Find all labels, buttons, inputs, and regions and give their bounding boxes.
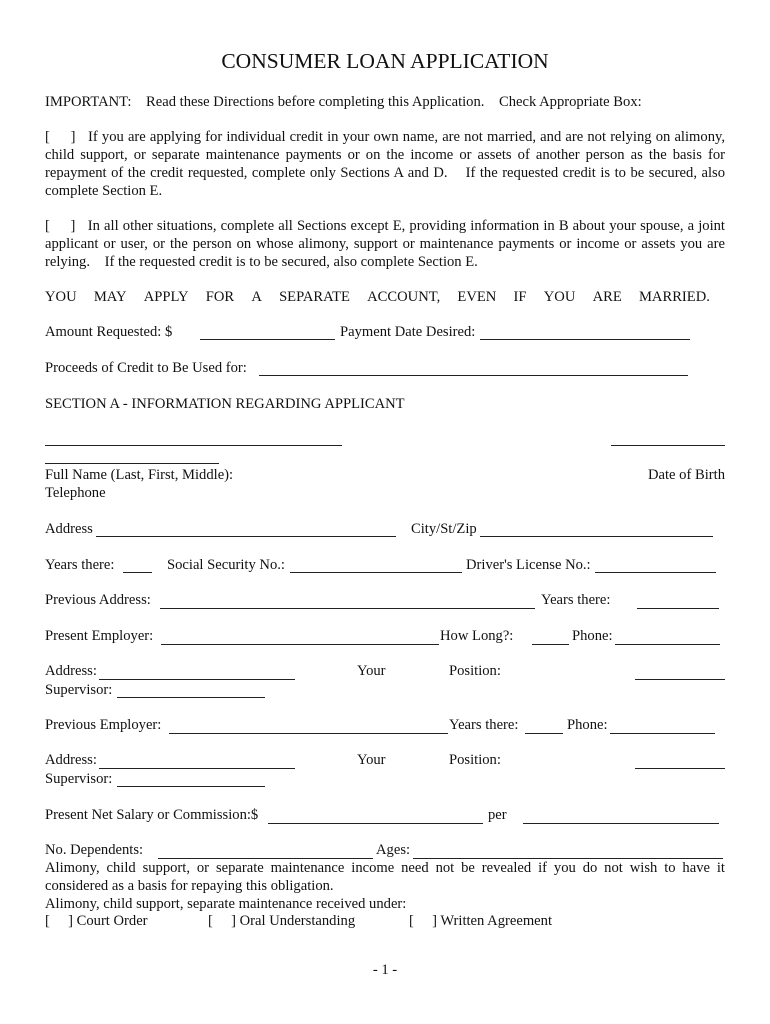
previous-phone-field[interactable] bbox=[610, 732, 715, 734]
payment-date-label: Payment Date Desired: bbox=[340, 324, 476, 340]
previous-phone-label: Phone: bbox=[567, 717, 608, 733]
ages-label: Ages: bbox=[376, 842, 411, 858]
alimony-received-label: Alimony, child support, separate maintenance received under: bbox=[45, 896, 407, 912]
previous-employer-label: Previous Employer: bbox=[45, 717, 162, 733]
previous-address-field[interactable] bbox=[160, 607, 535, 609]
date-of-birth-label: Date of Birth bbox=[647, 467, 725, 483]
previous-employer-years-field[interactable] bbox=[525, 732, 563, 734]
court-order-checkbox[interactable]: [ ] Court Order bbox=[45, 913, 148, 929]
notice-word: FOR bbox=[205, 289, 235, 305]
drivers-license-field[interactable] bbox=[595, 571, 716, 573]
years-there-field[interactable] bbox=[123, 571, 152, 573]
important-directions: IMPORTANT: Read these Directions before completing this Application. Check Appropriate Box: bbox=[45, 94, 642, 110]
notice-word: MAY bbox=[93, 289, 127, 305]
full-name-label: Full Name (Last, First, Middle): bbox=[45, 467, 234, 483]
telephone-field[interactable] bbox=[45, 462, 219, 464]
how-long-label: How Long?: bbox=[440, 628, 514, 644]
address-field[interactable] bbox=[96, 535, 396, 537]
salary-field[interactable] bbox=[268, 822, 483, 824]
amount-label: Amount Requested: $ bbox=[45, 324, 173, 340]
phone-label: Phone: bbox=[572, 628, 613, 644]
address-label: Address bbox=[45, 521, 93, 537]
previous-position-field[interactable] bbox=[635, 767, 725, 769]
previous-supervisor-label: Supervisor: bbox=[45, 771, 113, 787]
position-field[interactable] bbox=[635, 678, 725, 680]
employer-address-field[interactable] bbox=[99, 678, 295, 680]
proceeds-field[interactable] bbox=[259, 374, 688, 376]
notice-word: EVEN bbox=[457, 289, 497, 305]
how-long-field[interactable] bbox=[532, 643, 569, 645]
option-individual-credit[interactable]: [ ] If you are applying for individual credit in your own name, are not married, and are not relying on alimony, child support, or separate maintenance payments or on the income or assets of another person as the basis for repayment of the credit requested, complete only Sections A and D. If the requested credit is to be secured, also complete Section E. bbox=[45, 129, 729, 199]
written-agreement-checkbox[interactable]: [ ] Written Agreement bbox=[409, 913, 553, 929]
option-other-situations[interactable]: [ ] In all other situations, complete all Sections except E, providing information in B about your spouse, a joint applicant or user, or the person on whose alimony, support or maintenance payments or income or assets you are relying. If the requested credit is to be secured, also complete Section E. bbox=[45, 218, 729, 270]
your-label: Your bbox=[357, 663, 386, 679]
notice-word: MARRIED. bbox=[638, 289, 710, 305]
supervisor-label: Supervisor: bbox=[45, 682, 113, 698]
notice-word: APPLY bbox=[143, 289, 189, 305]
years-there-label: Years there: bbox=[45, 557, 115, 573]
salary-label: Present Net Salary or Commission:$ bbox=[45, 807, 259, 823]
document-title: CONSUMER LOAN APPLICATION bbox=[221, 49, 549, 73]
city-label: City/St/Zip bbox=[411, 521, 477, 537]
previous-position-label: Position: bbox=[449, 752, 501, 768]
payment-date-field[interactable] bbox=[480, 338, 690, 340]
per-label: per bbox=[488, 807, 507, 823]
notice-word: ACCOUNT, bbox=[367, 289, 441, 305]
drivers-license-label: Driver's License No.: bbox=[466, 557, 591, 573]
present-employer-field[interactable] bbox=[161, 643, 439, 645]
previous-employer-field[interactable] bbox=[169, 732, 448, 734]
oral-understanding-checkbox[interactable]: [ ] Oral Understanding bbox=[208, 913, 356, 929]
previous-address-label: Previous Address: bbox=[45, 592, 151, 608]
previous-years-label: Years there: bbox=[541, 592, 611, 608]
salary-period-field[interactable] bbox=[523, 822, 719, 824]
position-label: Position: bbox=[449, 663, 501, 679]
previous-your-label: Your bbox=[357, 752, 386, 768]
present-employer-label: Present Employer: bbox=[45, 628, 154, 644]
dependents-label: No. Dependents: bbox=[45, 842, 144, 858]
proceeds-label: Proceeds of Credit to Be Used for: bbox=[45, 360, 247, 376]
separate-account-notice bbox=[45, 288, 710, 306]
date-of-birth-field[interactable] bbox=[611, 444, 725, 446]
notice-word: IF bbox=[513, 289, 527, 305]
page-number: - 1 - bbox=[372, 962, 398, 978]
amount-field[interactable] bbox=[200, 338, 335, 340]
city-field[interactable] bbox=[480, 535, 713, 537]
previous-employer-address-label: Address: bbox=[45, 752, 97, 768]
previous-employer-address-field[interactable] bbox=[99, 767, 295, 769]
alimony-note: Alimony, child support, or separate maintenance income need not be revealed if you do not wish to have it considered as a basis for repaying this obligation. bbox=[45, 860, 725, 894]
previous-employer-years-label: Years there: bbox=[449, 717, 519, 733]
notice-word: YOU bbox=[45, 289, 77, 305]
notice-word: A bbox=[251, 289, 262, 305]
telephone-label: Telephone bbox=[45, 485, 106, 501]
section-a-heading: SECTION A - INFORMATION REGARDING APPLICANT bbox=[45, 396, 405, 412]
notice-word: ARE bbox=[592, 289, 622, 305]
phone-field[interactable] bbox=[615, 643, 720, 645]
previous-years-field[interactable] bbox=[637, 607, 719, 609]
notice-word: YOU bbox=[543, 289, 576, 305]
ssn-label: Social Security No.: bbox=[167, 557, 285, 573]
supervisor-field[interactable] bbox=[117, 696, 265, 698]
notice-word: SEPARATE bbox=[279, 289, 350, 305]
ssn-field[interactable] bbox=[290, 571, 462, 573]
previous-supervisor-field[interactable] bbox=[117, 785, 265, 787]
full-name-field[interactable] bbox=[45, 444, 342, 446]
employer-address-label: Address: bbox=[45, 663, 97, 679]
